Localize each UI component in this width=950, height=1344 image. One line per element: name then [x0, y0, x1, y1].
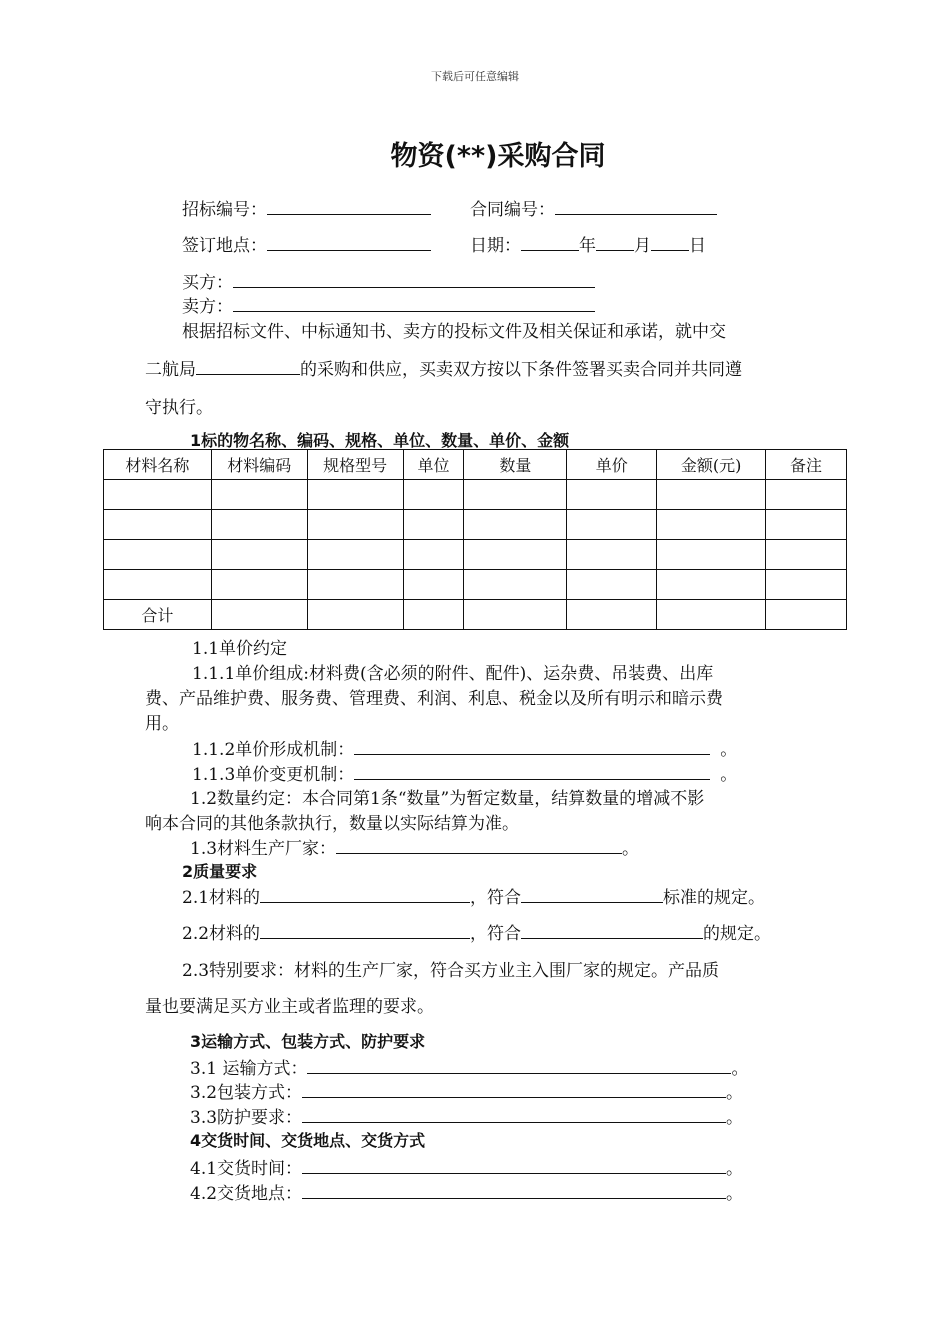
table-cell[interactable]: [211, 600, 307, 630]
table-cell[interactable]: [307, 570, 403, 600]
s1-1-1-line1: 1.1.1单价组成:材料费(含必须的附件、配件)、运杂费、吊装费、出库: [192, 664, 714, 684]
table-cell[interactable]: [567, 480, 657, 510]
seller-row: [182, 292, 595, 317]
table-cell[interactable]: [567, 510, 657, 540]
seller-field[interactable]: [233, 293, 595, 312]
table-cell[interactable]: [211, 510, 307, 540]
items-table: [103, 449, 847, 630]
section-3-heading: 3运输方式、包装方式、防护要求: [190, 1032, 426, 1051]
col-amount: 金额(元): [657, 450, 766, 480]
total-label: 合计: [104, 600, 212, 630]
table-cell[interactable]: [104, 480, 212, 510]
section-4-heading: 4交货时间、交货地点、交货方式: [190, 1131, 426, 1150]
table-cell[interactable]: [464, 480, 567, 510]
s1-1-1-line2: 费、产品维护费、服务费、管理费、利润、利息、税金以及所有明示和暗示费: [145, 689, 723, 709]
table-cell[interactable]: [307, 510, 403, 540]
table-cell[interactable]: [403, 510, 464, 540]
bid-no-label: 招标编号：: [182, 200, 267, 220]
table-cell[interactable]: [766, 540, 847, 570]
sign-place-field[interactable]: [267, 232, 431, 251]
table-row: [104, 540, 847, 570]
s1-3: 1.3材料生产厂家： 。: [190, 834, 639, 859]
table-cell[interactable]: [403, 540, 464, 570]
s1-1-2: 1.1.2单价形成机制： 。: [192, 735, 737, 760]
table-cell[interactable]: [211, 480, 307, 510]
delivery-place-field[interactable]: [302, 1180, 726, 1199]
contract-no-label: 合同编号：: [470, 200, 555, 220]
table-cell[interactable]: [766, 570, 847, 600]
packaging-field[interactable]: [302, 1079, 726, 1098]
s3-2: 3.2包装方式： 。: [190, 1078, 743, 1103]
table-cell[interactable]: [403, 570, 464, 600]
standard-field-2[interactable]: [521, 920, 703, 939]
date-label: 日期：: [470, 236, 521, 256]
table-cell[interactable]: [464, 510, 567, 540]
table-cell[interactable]: [464, 600, 567, 630]
table-cell[interactable]: [567, 600, 657, 630]
manufacturer-field[interactable]: [336, 835, 622, 854]
table-total-row: [104, 600, 847, 630]
delivery-time-field[interactable]: [302, 1155, 726, 1174]
table-cell[interactable]: [307, 480, 403, 510]
table-row: [104, 480, 847, 510]
s2-2: 2.2材料的 ，符合 的规定。: [182, 919, 771, 944]
top-note: 下载后可任意编辑: [431, 70, 519, 83]
intro-line-2: 二航局 的采购和供应，买卖双方按以下条件签署买卖合同并共同遵: [145, 355, 742, 380]
seller-label: 卖方：: [182, 297, 233, 317]
s1-1: 1.1单价约定: [192, 639, 288, 659]
table-cell[interactable]: [307, 540, 403, 570]
price-change-field[interactable]: [354, 761, 710, 780]
buyer-field[interactable]: [233, 269, 595, 288]
col-remark: 备注: [766, 450, 847, 480]
table-cell[interactable]: [657, 600, 766, 630]
intro-line-1: 根据招标文件、中标通知书、卖方的投标文件及相关保证和承诺，就中交: [182, 322, 726, 342]
table-header-row: [104, 450, 847, 480]
table-cell[interactable]: [403, 600, 464, 630]
table-cell[interactable]: [464, 540, 567, 570]
intro-line-3: 守执行。: [145, 398, 213, 418]
table-cell[interactable]: [766, 480, 847, 510]
table-cell[interactable]: [567, 540, 657, 570]
col-quantity: 数量: [464, 450, 567, 480]
document-title: 物资(**)采购合同: [390, 141, 606, 172]
project-field[interactable]: [196, 356, 300, 375]
s4-1: 4.1交货时间： 。: [190, 1154, 743, 1179]
day-field[interactable]: [651, 232, 689, 251]
s1-2-line1: 1.2数量约定：本合同第1条“数量”为暂定数量，结算数量的增减不影: [190, 789, 705, 809]
s3-3: 3.3防护要求： 。: [190, 1103, 743, 1128]
s2-3-line2: 量也要满足买方业主或者监理的要求。: [145, 997, 434, 1017]
table-cell[interactable]: [104, 570, 212, 600]
section-2-heading: 2质量要求: [182, 862, 258, 881]
s1-1-3: 1.1.3单价变更机制： 。: [192, 760, 737, 785]
table-cell[interactable]: [307, 600, 403, 630]
day-label: 日: [689, 236, 706, 256]
price-mechanism-field[interactable]: [354, 736, 710, 755]
s1-2-line2: 响本合同的其他条款执行，数量以实际结算为准。: [145, 814, 519, 834]
sign-place-label: 签订地点：: [182, 236, 267, 256]
s1-1-1-line3: 用。: [145, 714, 179, 734]
s2-3-line1: 2.3特别要求：材料的生产厂家，符合买方业主入围厂家的规定。产品质: [182, 961, 720, 981]
table-cell[interactable]: [403, 480, 464, 510]
month-label: 月: [634, 236, 651, 256]
table-row: [104, 570, 847, 600]
table-cell[interactable]: [211, 540, 307, 570]
sign-place-row: [182, 231, 431, 256]
date-row: [470, 231, 706, 256]
s4-2: 4.2交货地点： 。: [190, 1179, 743, 1204]
year-field[interactable]: [521, 232, 579, 251]
col-material-name: 材料名称: [104, 450, 212, 480]
s2-1: 2.1材料的 ，符合 标准的规定。: [182, 883, 765, 908]
contract-no-row: [470, 195, 717, 220]
year-label: 年: [579, 236, 596, 256]
table-cell[interactable]: [104, 510, 212, 540]
table-cell[interactable]: [211, 570, 307, 600]
table-cell[interactable]: [464, 570, 567, 600]
table-cell[interactable]: [657, 510, 766, 540]
col-unit-price: 单价: [567, 450, 657, 480]
bid-no-field[interactable]: [267, 196, 431, 215]
table-cell[interactable]: [657, 570, 766, 600]
material-field-2[interactable]: [260, 920, 470, 939]
col-material-code: 材料编码: [211, 450, 307, 480]
section-1-heading: 1标的物名称、编码、规格、单位、数量、单价、金额: [190, 431, 570, 450]
table-cell[interactable]: [657, 480, 766, 510]
bid-no-row: [182, 195, 431, 220]
table-cell[interactable]: [766, 510, 847, 540]
transport-field[interactable]: [307, 1055, 731, 1074]
standard-field-1[interactable]: [521, 884, 663, 903]
table-cell[interactable]: [567, 570, 657, 600]
table-cell[interactable]: [657, 540, 766, 570]
buyer-row: [182, 268, 595, 293]
table-row: [104, 510, 847, 540]
s3-1: 3.1 运输方式： 。: [190, 1054, 748, 1079]
month-field[interactable]: [596, 232, 634, 251]
table-cell[interactable]: [766, 600, 847, 630]
material-field-1[interactable]: [260, 884, 470, 903]
table-cell[interactable]: [104, 540, 212, 570]
protection-field[interactable]: [302, 1104, 726, 1123]
col-spec: 规格型号: [307, 450, 403, 480]
col-unit: 单位: [403, 450, 464, 480]
contract-no-field[interactable]: [555, 196, 717, 215]
buyer-label: 买方：: [182, 273, 233, 293]
